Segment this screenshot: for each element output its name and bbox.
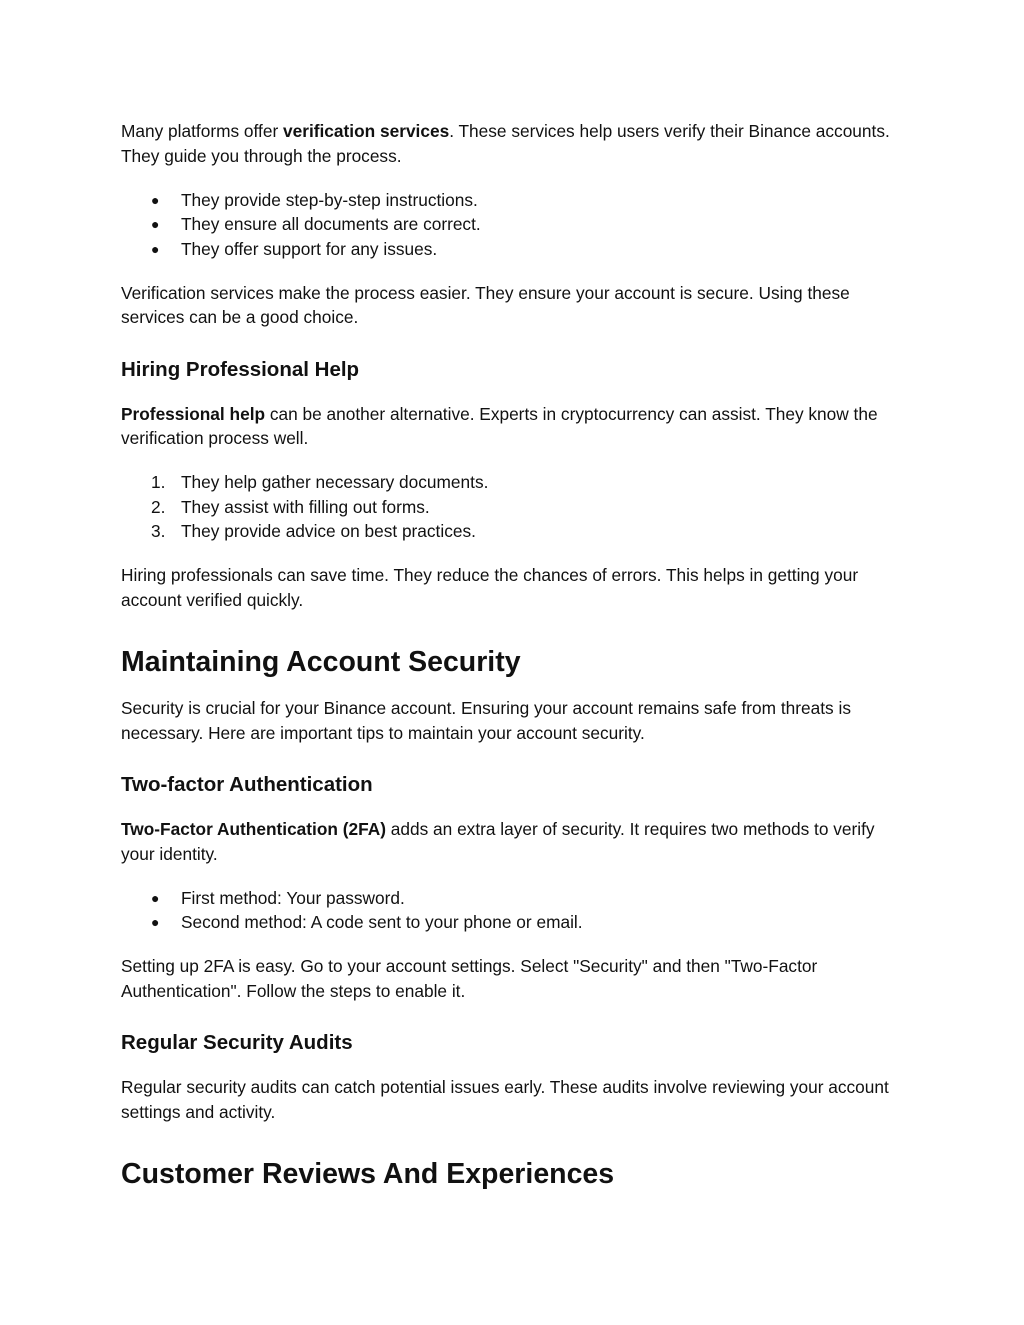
list-number: 2. — [151, 496, 166, 517]
list-item — [121, 212, 911, 237]
hiring-intro-after: can be another alternative. Experts in cryptocurrency can assist. They know the verification process well. — [121, 403, 878, 448]
verification-bullet-list — [121, 188, 911, 262]
twofa-intro-paragraph — [121, 817, 911, 866]
list-item-text: They offer support for any issues. — [181, 238, 438, 259]
hiring-heading: Hiring Professional Help — [121, 357, 360, 381]
list-item-text: They provide step-by-step instructions. — [181, 189, 478, 210]
audits-paragraph: Regular security audits can catch potential issues early. These audits involve reviewing your account settings and activity. — [121, 1077, 889, 1122]
twofa-bullet-list — [121, 886, 911, 935]
list-item — [121, 910, 911, 935]
bullet-icon: ● — [151, 216, 160, 232]
list-number: 1. — [151, 472, 166, 492]
list-item-text: They ensure all documents are correct. — [181, 214, 481, 234]
list-item-text: They provide advice on best practices. — [181, 521, 476, 541]
hiring-intro-paragraph — [121, 402, 911, 451]
verification-intro-paragraph — [121, 119, 911, 168]
verification-intro-after: . These services help users verify their Binance accounts. They guide you through the process. — [121, 121, 890, 166]
list-item — [121, 470, 911, 495]
list-item-text: They assist with filling out forms. — [181, 496, 430, 517]
hiring-intro-bold: Professional help — [121, 403, 266, 424]
list-number: 3. — [151, 521, 166, 541]
security-intro-paragraph: Security is crucial for your Binance account. Ensuring your account remains safe from threats is necessary. Here are important tips to maintain your account security. — [121, 698, 851, 743]
verification-closing-paragraph: Verification services make the process easier. They ensure your account is secure. Using these services can be a good choice. — [121, 282, 850, 327]
security-heading: Maintaining Account Security — [121, 646, 521, 678]
hiring-numbered-list — [121, 470, 911, 544]
twofa-closing-paragraph: Setting up 2FA is easy. Go to your account settings. Select "Security" and then "Two-Factor Authentication". Follow the steps to enable it. — [121, 956, 818, 1001]
bullet-icon: ● — [151, 240, 160, 257]
list-item — [121, 188, 911, 213]
list-item — [121, 886, 911, 911]
bullet-icon: ● — [151, 889, 160, 906]
reviews-heading: Customer Reviews And Experiences — [121, 1158, 615, 1190]
verification-intro-before: Many platforms offer — [121, 121, 283, 141]
list-item — [121, 237, 911, 262]
audits-heading: Regular Security Audits — [121, 1031, 353, 1054]
twofa-heading: Two-factor Authentication — [121, 773, 373, 796]
twofa-intro-bold: Two-Factor Authentication (2FA) — [121, 819, 386, 839]
list-item-text: They help gather necessary documents. — [181, 472, 489, 492]
list-item — [121, 519, 911, 544]
hiring-closing-paragraph: Hiring professionals can save time. They reduce the chances of errors. This helps in getting your account verified quickly. — [121, 565, 859, 610]
bullet-icon: ● — [151, 914, 160, 930]
document-page — [121, 119, 911, 1193]
twofa-intro-after: adds an extra layer of security. It requires two methods to verify your identity. — [121, 819, 875, 864]
list-item-text: First method: Your password. — [181, 887, 405, 908]
list-item — [121, 495, 911, 520]
list-item-text: Second method: A code sent to your phone or email. — [181, 912, 583, 932]
bullet-icon: ● — [151, 191, 160, 208]
verification-intro-bold: verification services — [283, 121, 450, 141]
